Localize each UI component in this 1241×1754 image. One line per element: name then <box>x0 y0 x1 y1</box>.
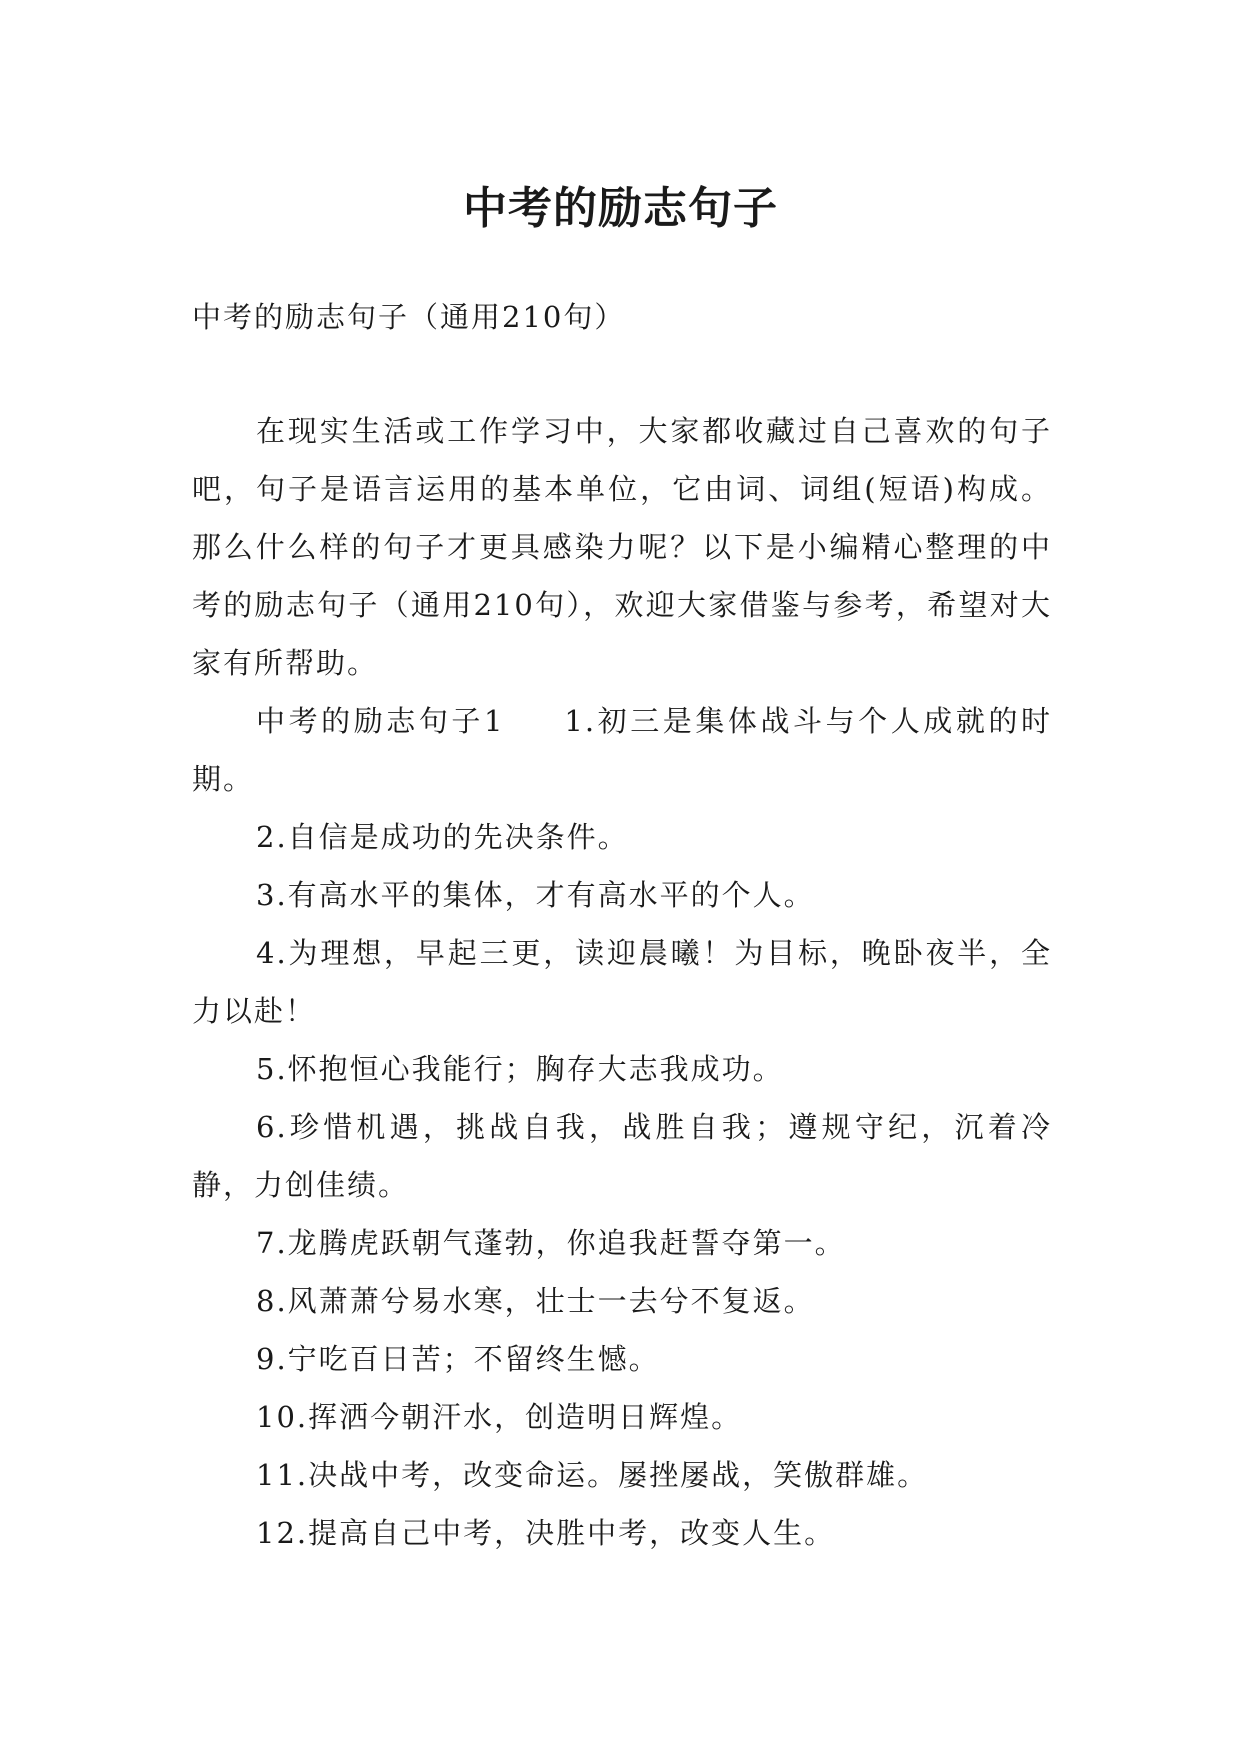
list-item: 9.宁吃百日苦；不留终生憾。 <box>256 1342 660 1376</box>
list-item: 3.有高水平的集体，才有高水平的个人。 <box>256 878 815 912</box>
document-title: 中考的励志句子 <box>463 183 778 235</box>
document-body <box>192 402 1052 1562</box>
list-item: 8.风萧萧兮易水寒，壮士一去兮不复返。 <box>256 1284 815 1318</box>
list-item: 4.为理想，早起三更，读迎晨曦！为目标，晚卧夜半，全力以赴！ <box>192 936 1052 1028</box>
list-item: 11.决战中考，改变命运。屡挫屡战，笑傲群雄。 <box>256 1458 929 1492</box>
list-item: 1.初三是集体战斗与个人成就的时期。 <box>192 704 1053 796</box>
list-item: 10.挥洒今朝汗水，创造明日辉煌。 <box>256 1400 743 1434</box>
section-heading: 中考的励志句子1 <box>256 704 505 738</box>
list-item: 12.提高自己中考，决胜中考，改变人生。 <box>256 1516 836 1550</box>
section-paragraph <box>192 692 1052 808</box>
document-subtitle: 中考的励志句子（通用210句） <box>192 300 626 334</box>
list-item: 5.怀抱恒心我能行；胸存大志我成功。 <box>256 1052 784 1086</box>
intro-paragraph: 在现实生活或工作学习中，大家都收藏过自己喜欢的句子吧，句子是语言运用的基本单位，它由词、词组(短语)构成。那么什么样的句子才更具感染力呢？以下是小编精心整理的中考的励志句子（通用210句），欢迎大家借鉴与参考，希望对大家有所帮助。 <box>192 414 1052 680</box>
list-item: 7.龙腾虎跃朝气蓬勃，你追我赶誓夺第一。 <box>256 1226 846 1260</box>
list-item: 2.自信是成功的先决条件。 <box>256 820 629 854</box>
list-item: 6.珍惜机遇，挑战自我，战胜自我；遵规守纪，沉着冷静，力创佳绩。 <box>192 1110 1052 1202</box>
